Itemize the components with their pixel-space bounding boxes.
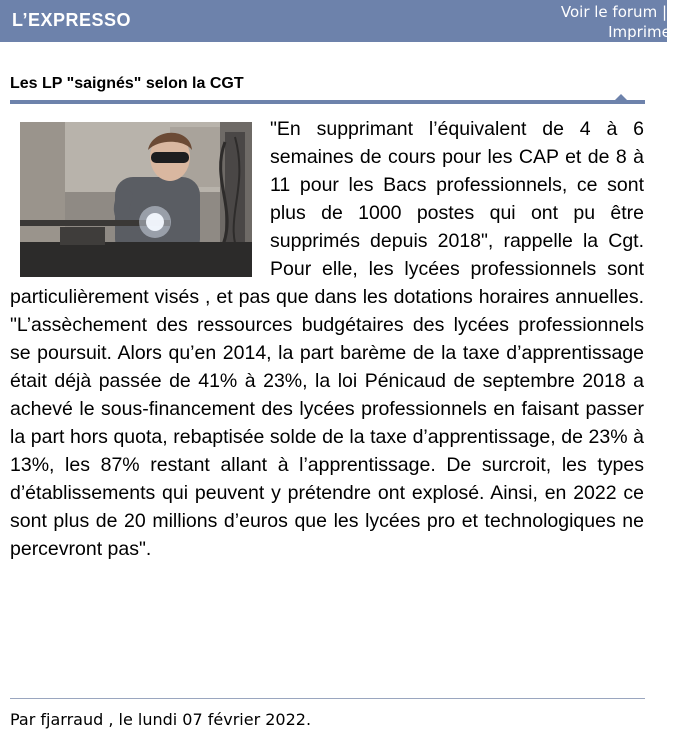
article-byline: Par fjarraud , le lundi 07 février 2022.	[10, 710, 312, 729]
site-brand[interactable]: L’EXPRESSO	[12, 10, 132, 30]
print-link[interactable]: Imprimer	[608, 23, 677, 41]
top-links	[560, 2, 677, 42]
top-bar	[0, 0, 677, 42]
byline-divider	[10, 698, 645, 699]
welding-student-photo	[20, 122, 252, 277]
article-title: Les LP "saignés" selon la CGT	[10, 75, 244, 92]
article-content	[10, 115, 644, 563]
title-divider	[10, 100, 645, 104]
article-body: "En supprimant l’équivalent de 4 à 6 semaines de cours pour les CAP et de 8 à 11 pour les Bacs professionnels, ce sont plus de 1000 postes qui ont pu être supprimés depuis 2018", rappelle la Cgt. Pour elle, les lycées professionnels sont particulièrement visés , et pas que dans les dotations horaires annuelles. "L’assèchement des ressources budgétaires des lycées professionnels se poursuit. Alors qu’en 2014, la part barème de la taxe d’apprentissage était déjà passée de 41% à 23%, la loi Pénicaud de septembre 2018 a achevé le sous-financement des lycées professionnels en faisant passer la part hors quota, rebaptisée solde de la taxe d’apprentissage, de 23% à 13%, les 87% restant allant à l’apprentissage. De surcroit, les types d’établissements qui peuvent y prétendre ont explosé. Ainsi, en 2022 ce sont plus de 20 millions d’euros que les lycées pro et technologiques ne percevront pas".	[10, 118, 644, 560]
view-forum-link[interactable]: Voir le forum |	[560, 3, 667, 21]
divider-tab	[614, 94, 628, 101]
